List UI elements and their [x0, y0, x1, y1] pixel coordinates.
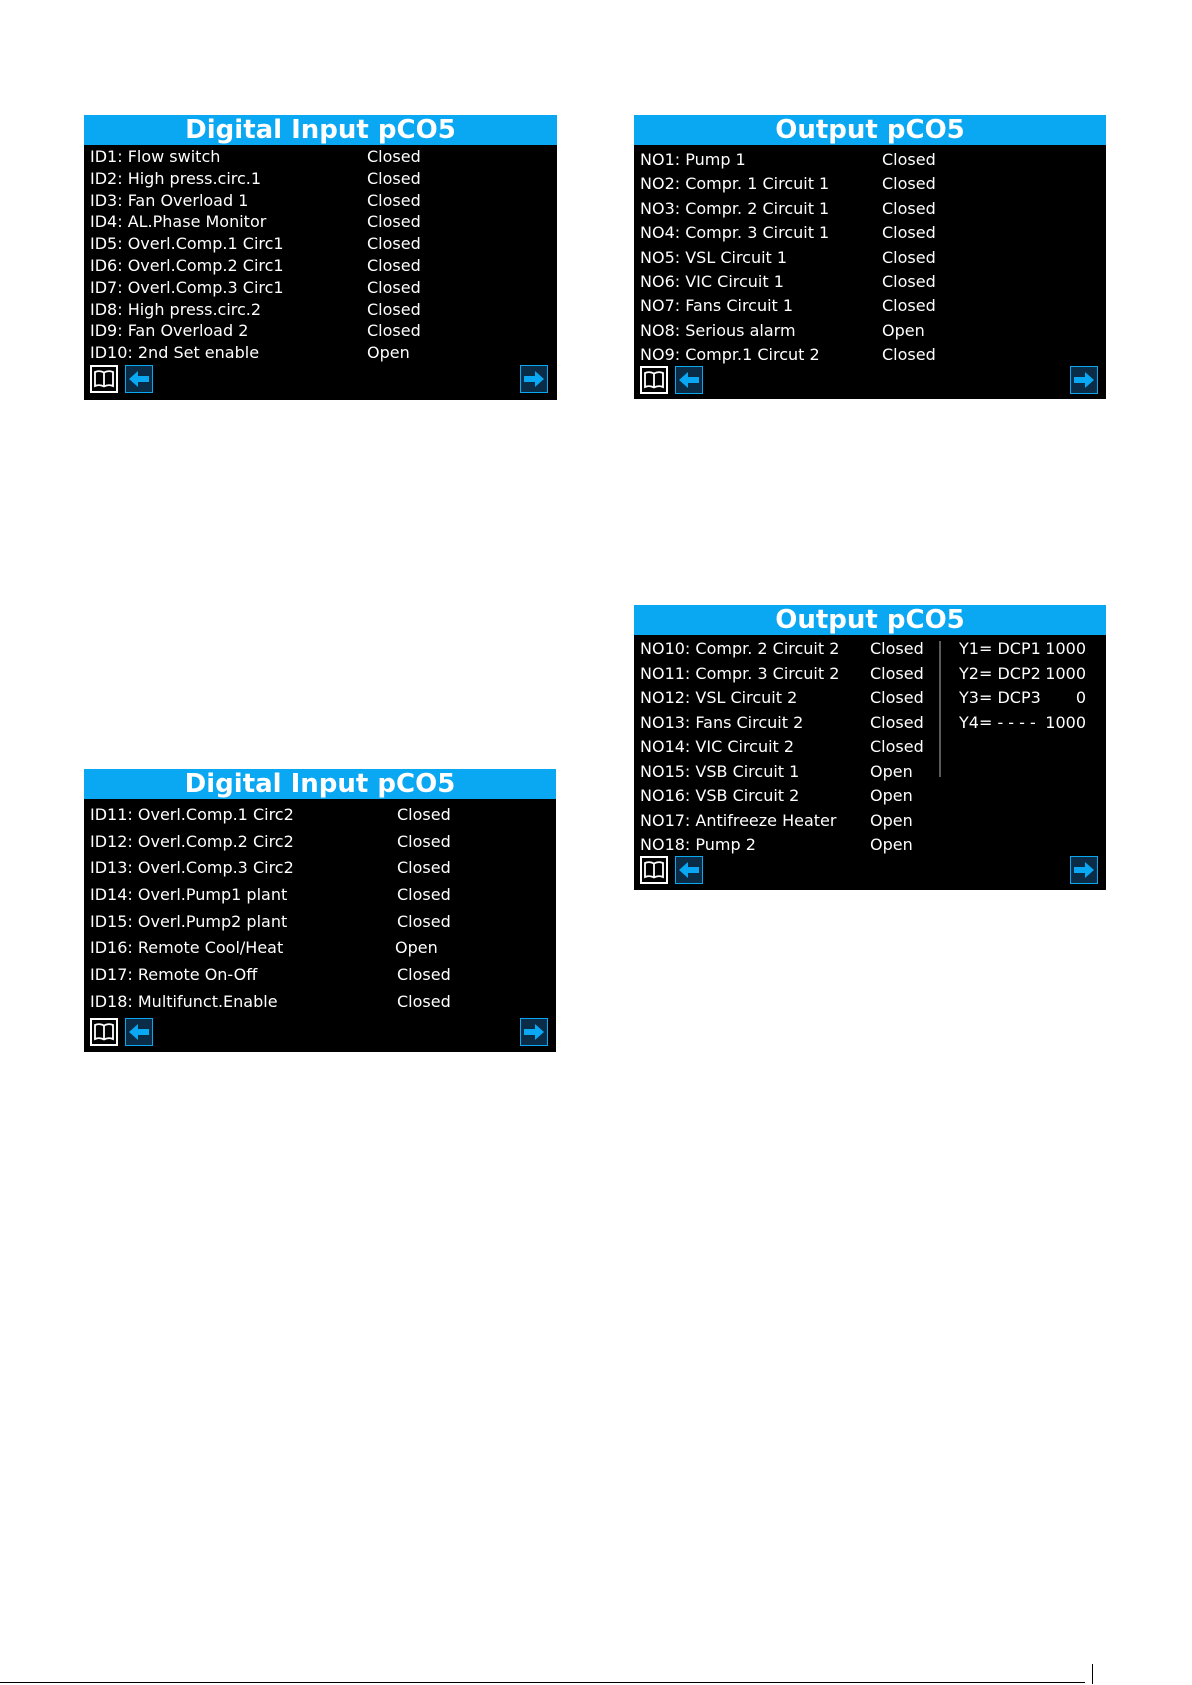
analog-output-row: [959, 686, 1086, 711]
io-list: [634, 148, 1106, 368]
arrow-left-icon: [676, 367, 702, 393]
io-label: NO7: Fans Circuit 1: [640, 296, 794, 316]
io-label: NO17: Antifreeze Heater: [640, 810, 837, 830]
io-label: NO1: Pump 1: [640, 150, 746, 169]
io-status: Open: [870, 810, 913, 830]
io-label: NO11: Compr. 3 Circuit 2: [640, 663, 840, 683]
analog-output-row: [959, 711, 1086, 736]
io-status: Open: [870, 761, 913, 781]
io-status: Closed: [870, 737, 924, 756]
io-label: ID7: Overl.Comp.3 Circ1: [90, 277, 284, 297]
manual-button[interactable]: [90, 1018, 118, 1046]
output-screen-1: [634, 115, 1106, 399]
io-label: NO10: Compr. 2 Circuit 2: [640, 639, 840, 658]
io-status: Open: [870, 835, 913, 854]
io-row: [634, 809, 934, 834]
book-icon: [92, 1020, 116, 1044]
io-status: Closed: [882, 223, 936, 243]
arrow-right-icon: [521, 1019, 547, 1045]
io-row: [84, 909, 556, 936]
io-status: Closed: [882, 296, 936, 316]
next-page-button[interactable]: [1070, 366, 1098, 394]
io-row: [84, 882, 556, 909]
io-row: [634, 172, 1106, 196]
io-status: Closed: [367, 212, 421, 232]
io-label: NO8: Serious alarm: [640, 320, 796, 340]
io-row: [84, 277, 557, 299]
io-status: Closed: [870, 712, 924, 732]
io-row: [634, 197, 1106, 221]
io-row: [84, 962, 556, 989]
io-row: [84, 802, 556, 829]
analog-output-row: [959, 637, 1086, 662]
io-row: [634, 686, 934, 711]
io-status: Closed: [397, 831, 451, 851]
io-row: [634, 784, 934, 809]
io-row: [634, 735, 934, 760]
io-label: ID17: Remote On-Off: [90, 965, 258, 985]
previous-page-button[interactable]: [125, 1018, 153, 1046]
io-label: NO16: VSB Circuit 2: [640, 786, 800, 805]
previous-page-button[interactable]: [125, 365, 153, 393]
io-status: Closed: [870, 688, 924, 707]
io-row: [84, 935, 556, 962]
analog-output-label: Y1= DCP1: [959, 639, 1041, 658]
io-status: Closed: [367, 234, 421, 254]
io-status: Closed: [397, 858, 451, 878]
io-label: NO18: Pump 2: [640, 835, 756, 854]
io-label: NO9: Compr.1 Circut 2: [640, 345, 820, 365]
io-row: [634, 637, 934, 662]
page-bottom-rule: [0, 1682, 1085, 1683]
io-label: NO6: VIC Circuit 1: [640, 271, 784, 291]
io-row: [84, 211, 557, 233]
arrow-right-icon: [1071, 857, 1097, 883]
manual-button[interactable]: [90, 365, 118, 393]
io-label: ID9: Fan Overload 2: [90, 321, 249, 341]
io-row: [634, 221, 1106, 245]
io-label: NO4: Compr. 3 Circuit 1: [640, 223, 830, 243]
screen-title: Digital Input pCO5: [84, 115, 557, 145]
analog-output-value: 0: [1075, 688, 1086, 707]
io-row: [84, 255, 557, 277]
io-list: [634, 637, 934, 858]
io-row: [84, 233, 557, 255]
io-status: Closed: [367, 147, 421, 166]
io-row: [634, 270, 1106, 294]
io-label: NO13: Fans Circuit 2: [640, 712, 804, 732]
io-row: [634, 148, 1106, 172]
book-icon: [92, 367, 116, 391]
io-row: [84, 299, 557, 321]
io-label: ID14: Overl.Pump1 plant: [90, 885, 288, 905]
io-status: Open: [870, 786, 913, 805]
io-status: Open: [367, 343, 410, 363]
analog-output-value: 1000: [1045, 712, 1086, 732]
io-row: [634, 760, 934, 785]
io-status: Closed: [882, 345, 936, 365]
io-status: Closed: [367, 168, 421, 188]
analog-output-label: Y4= - - - -: [959, 712, 1036, 732]
analog-output-label: Y3= DCP3: [959, 688, 1041, 707]
io-row: [84, 855, 556, 882]
next-page-button[interactable]: [520, 1018, 548, 1046]
io-label: ID2: High press.circ.1: [90, 168, 262, 188]
io-row: [84, 190, 557, 212]
analog-output-row: [959, 662, 1086, 687]
next-page-button[interactable]: [1070, 856, 1098, 884]
io-status: Closed: [870, 639, 924, 658]
io-status: Closed: [367, 277, 421, 297]
io-label: ID15: Overl.Pump2 plant: [90, 911, 288, 931]
io-row: [634, 343, 1106, 367]
screen-title: Output pCO5: [634, 605, 1106, 635]
book-icon: [642, 368, 666, 392]
book-icon: [642, 858, 666, 882]
io-label: ID12: Overl.Comp.2 Circ2: [90, 831, 294, 851]
io-label: ID4: AL.Phase Monitor: [90, 212, 267, 232]
io-status: Closed: [397, 885, 451, 905]
io-label: NO2: Compr. 1 Circuit 1: [640, 174, 830, 194]
io-status: Closed: [397, 805, 451, 824]
io-label: NO3: Compr. 2 Circuit 1: [640, 198, 830, 218]
digital-input-screen-2: [84, 769, 556, 1052]
io-label: NO15: VSB Circuit 1: [640, 761, 800, 781]
arrow-right-icon: [1071, 367, 1097, 393]
analog-output-value: 1000: [1045, 663, 1086, 683]
io-label: NO12: VSL Circuit 2: [640, 688, 798, 707]
io-label: NO14: VIC Circuit 2: [640, 737, 795, 756]
manual-button[interactable]: [640, 366, 668, 394]
io-row: [634, 833, 934, 858]
io-row: [84, 146, 557, 168]
io-row: [634, 711, 934, 736]
io-status: Closed: [882, 198, 936, 218]
page-corner-mark: [1092, 1664, 1093, 1684]
arrow-right-icon: [521, 366, 547, 392]
next-page-button[interactable]: [520, 365, 548, 393]
io-row: [84, 168, 557, 190]
digital-input-screen-1: [84, 115, 557, 400]
io-status: Closed: [367, 255, 421, 275]
io-row: [634, 662, 934, 687]
io-label: ID13: Overl.Comp.3 Circ2: [90, 858, 294, 878]
io-row: [84, 989, 556, 1016]
io-label: NO5: VSL Circuit 1: [640, 247, 788, 267]
io-status: Closed: [367, 299, 421, 319]
analog-output-list: [959, 637, 1086, 735]
io-status: Closed: [397, 911, 451, 931]
column-divider: [939, 641, 941, 777]
io-status: Closed: [367, 190, 421, 210]
arrow-left-icon: [676, 857, 702, 883]
io-label: ID16: Remote Cool/Heat: [90, 938, 284, 958]
io-label: ID6: Overl.Comp.2 Circ1: [90, 255, 284, 275]
io-status: Closed: [870, 663, 924, 683]
manual-button[interactable]: [640, 856, 668, 884]
io-label: ID8: High press.circ.2: [90, 299, 262, 319]
io-label: ID18: Multifunct.Enable: [90, 991, 278, 1011]
io-list: [84, 802, 556, 1016]
io-status: Open: [882, 320, 925, 340]
io-status: Closed: [882, 247, 936, 267]
screen-title: Digital Input pCO5: [84, 769, 556, 799]
io-label: ID1: Flow switch: [90, 147, 221, 166]
io-row: [634, 294, 1106, 318]
io-label: ID11: Overl.Comp.1 Circ2: [90, 805, 294, 824]
previous-page-button[interactable]: [675, 856, 703, 884]
io-label: ID5: Overl.Comp.1 Circ1: [90, 234, 284, 254]
io-status: Closed: [397, 965, 451, 985]
io-list: [84, 146, 557, 364]
output-screen-2: [634, 605, 1106, 890]
io-status: Closed: [882, 174, 936, 194]
io-row: [84, 829, 556, 856]
io-status: Closed: [367, 321, 421, 341]
io-row: [84, 320, 557, 342]
analog-output-label: Y2= DCP2: [959, 663, 1041, 683]
analog-output-value: 1000: [1045, 639, 1086, 658]
previous-page-button[interactable]: [675, 366, 703, 394]
arrow-left-icon: [126, 1019, 152, 1045]
screen-title: Output pCO5: [634, 115, 1106, 145]
io-status: Closed: [397, 991, 451, 1011]
arrow-left-icon: [126, 366, 152, 392]
io-status: Closed: [882, 271, 936, 291]
io-row: [634, 246, 1106, 270]
io-row: [84, 342, 557, 364]
io-row: [634, 319, 1106, 343]
io-status: Open: [395, 938, 438, 958]
io-label: ID3: Fan Overload 1: [90, 190, 249, 210]
io-label: ID10: 2nd Set enable: [90, 343, 260, 363]
io-status: Closed: [882, 150, 936, 169]
